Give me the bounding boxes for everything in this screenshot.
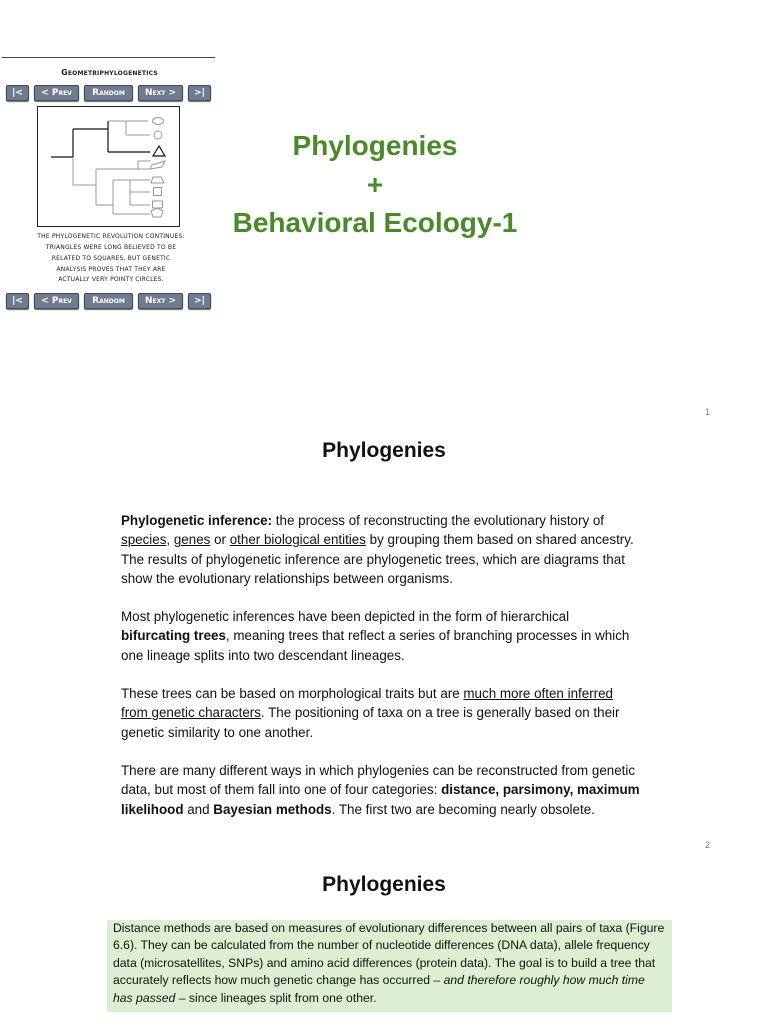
slide-heading: Phylogenies bbox=[322, 439, 446, 462]
italic-run: and therefore roughly how much time has passed bbox=[113, 973, 645, 1005]
page-number: 1 bbox=[705, 407, 711, 417]
comic-nav-bottom bbox=[6, 293, 211, 310]
comic-panel[interactable] bbox=[37, 106, 180, 227]
comic-caption-line: ACTUALLY VERY POINTY CIRCLES. bbox=[58, 276, 164, 283]
text-run: and bbox=[183, 801, 214, 817]
slide-title-line-1: Phylogenies bbox=[292, 130, 458, 161]
text-run: , meaning trees that reflect a series of branching processes in which one lineage splits into two descendant lineages. bbox=[121, 628, 630, 663]
text-run: – since lineages split from one other. bbox=[175, 990, 377, 1005]
bold-run: Bayesian methods bbox=[213, 801, 332, 817]
biological-entities-link[interactable]: other biological entities bbox=[229, 532, 366, 548]
random-comic-button[interactable]: Random bbox=[84, 85, 133, 101]
next-comic-button[interactable]: Next > bbox=[138, 85, 183, 101]
species-link[interactable]: species bbox=[121, 532, 167, 548]
text-run: . The first two are becoming nearly obsolete. bbox=[331, 801, 595, 817]
first-comic-button[interactable]: |< bbox=[6, 293, 29, 309]
prev-comic-button[interactable]: < Prev bbox=[34, 293, 79, 309]
comic-top-rule bbox=[2, 57, 215, 58]
term-bold: Phylogenetic inference: bbox=[121, 513, 273, 528]
paragraph-phylogenetic-inference bbox=[121, 511, 641, 588]
comic-caption-line: ANALYSIS PROVES THAT THEY ARE bbox=[56, 266, 166, 273]
text-run: the process of reconstructing the evolutionary history of bbox=[272, 513, 605, 528]
bold-run: distance, parsimony, maximum likelihood bbox=[121, 782, 640, 817]
text-run: These trees can be based on morphological traits but are bbox=[121, 686, 464, 702]
prev-comic-button[interactable]: < Prev bbox=[34, 85, 79, 101]
slide-heading: Phylogenies bbox=[322, 873, 446, 896]
underlined-run: much more often inferred from genetic characters bbox=[121, 686, 614, 721]
page-number: 2 bbox=[705, 840, 711, 850]
comic-caption-line: RELATED TO SQUARES, BUT GENETIC bbox=[51, 255, 171, 262]
paragraph-genetic-characters bbox=[121, 684, 641, 742]
text-run: . The positioning of taxa on a tree is generally based on their genetic similarity to one another. bbox=[121, 705, 620, 740]
text-run: by grouping them based on shared ancestry. The results of phylogenetic inference are phylogenetic trees, which are diagrams that show the evolutionary relationships between organisms. bbox=[121, 532, 634, 586]
comic-nav-top bbox=[6, 85, 211, 102]
paragraph-methods bbox=[121, 761, 641, 819]
comic-title: Geometriphylogenetics bbox=[61, 68, 158, 77]
text-run: or bbox=[210, 532, 230, 548]
first-comic-button[interactable]: |< bbox=[6, 85, 29, 101]
slide-body bbox=[121, 511, 641, 819]
random-comic-button[interactable]: Random bbox=[84, 293, 133, 309]
paragraph-bifurcating bbox=[121, 607, 641, 665]
text-run: Most phylogenetic inferences have been depicted in the form of hierarchical bbox=[121, 609, 570, 625]
last-comic-button[interactable]: >| bbox=[188, 85, 211, 101]
text-run: , bbox=[166, 532, 174, 548]
comic-caption-line: THE PHYLOGENETIC REVOLUTION CONTINUES: bbox=[37, 233, 185, 240]
last-comic-button[interactable]: >| bbox=[188, 293, 211, 309]
comic-caption-line: TRIANGLES WERE LONG BELIEVED TO BE bbox=[45, 244, 177, 251]
text-run: There are many different ways in which phylogenies can be reconstructed from genetic data, but most of them fall into one of four categories: bbox=[121, 762, 636, 798]
text-run: Distance methods are based on measures of evolutionary differences between all pairs of taxa (Figure 6.6). They can be calculated from the number of nucleotide differences (DNA data), allele frequency data (microsatellites, SNPs) and amino acid differences (protein data). The goal is to build a tree that accurately reflects how much genetic change has occurred – bbox=[113, 921, 665, 988]
paragraph-distance-methods bbox=[113, 920, 666, 1007]
phylogenetic-tree-illustration bbox=[38, 107, 178, 225]
slide-title-plus: + bbox=[366, 169, 384, 200]
bold-run: bifurcating trees bbox=[121, 628, 226, 644]
next-comic-button[interactable]: Next > bbox=[138, 293, 183, 309]
genes-link[interactable]: genes bbox=[173, 532, 211, 548]
distance-methods-box bbox=[107, 920, 672, 1012]
slide-title-line-3: Behavioral Ecology-1 bbox=[232, 207, 518, 238]
